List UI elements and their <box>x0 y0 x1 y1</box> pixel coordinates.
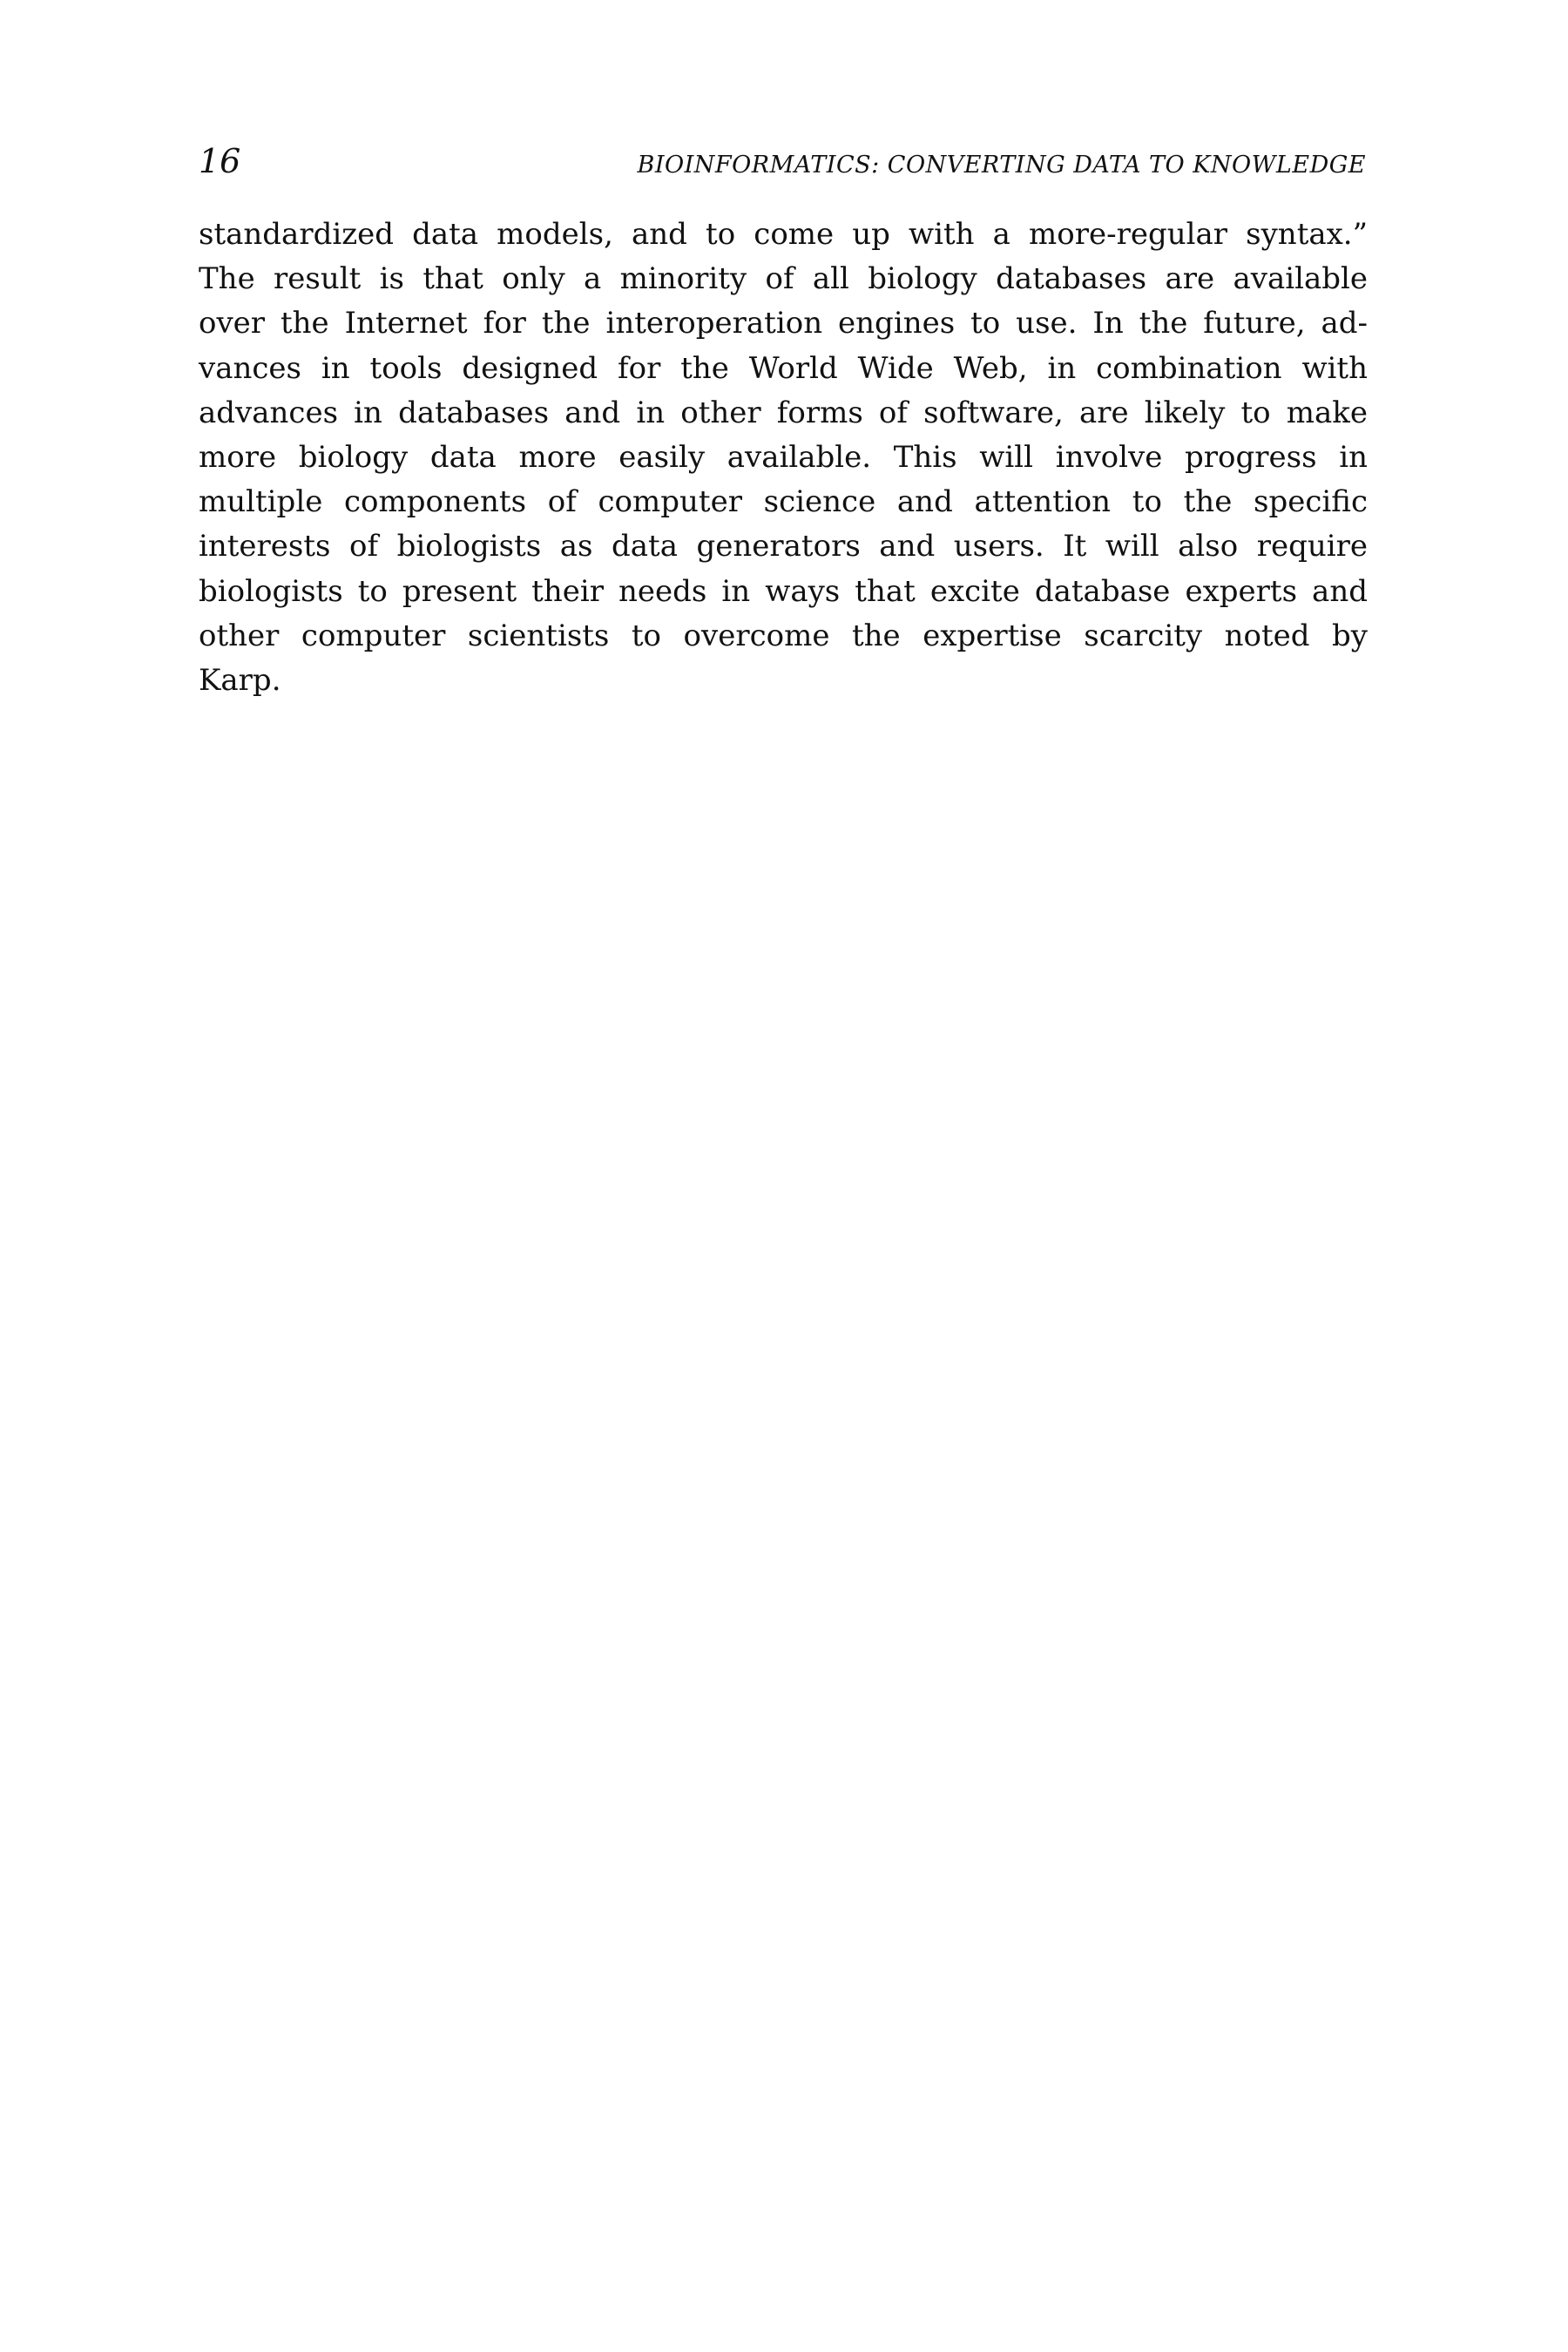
text-line: biologists to present their needs in ways that excite database experts and <box>199 573 1368 609</box>
text-line: The result is that only a minority of all biology databases are available <box>199 261 1368 297</box>
text-line: multiple components of computer science and attention to the specific <box>199 484 1368 520</box>
text-line: more biology data more easily available. This will involve progress in <box>199 439 1368 475</box>
text-line: vances in tools designed for the World Wide Web, in combination with <box>199 350 1368 386</box>
page-number: 16 <box>199 142 241 180</box>
body-paragraph <box>199 213 1368 703</box>
running-head: BIOINFORMATICS: CONVERTING DATA TO KNOWLEDGE <box>637 152 1366 179</box>
text-line: Karp. <box>199 662 281 698</box>
text-line: standardized data models, and to come up with a more-regular syntax.” <box>199 217 1368 252</box>
text-line: interests of biologists as data generators and users. It will also require <box>199 529 1368 564</box>
text-line: over the Internet for the interoperation engines to use. In the future, ad- <box>199 306 1368 341</box>
text-line: advances in databases and in other forms of software, are likely to make <box>199 395 1368 430</box>
text-line: other computer scientists to overcome the expertise scarcity noted by <box>199 618 1368 653</box>
